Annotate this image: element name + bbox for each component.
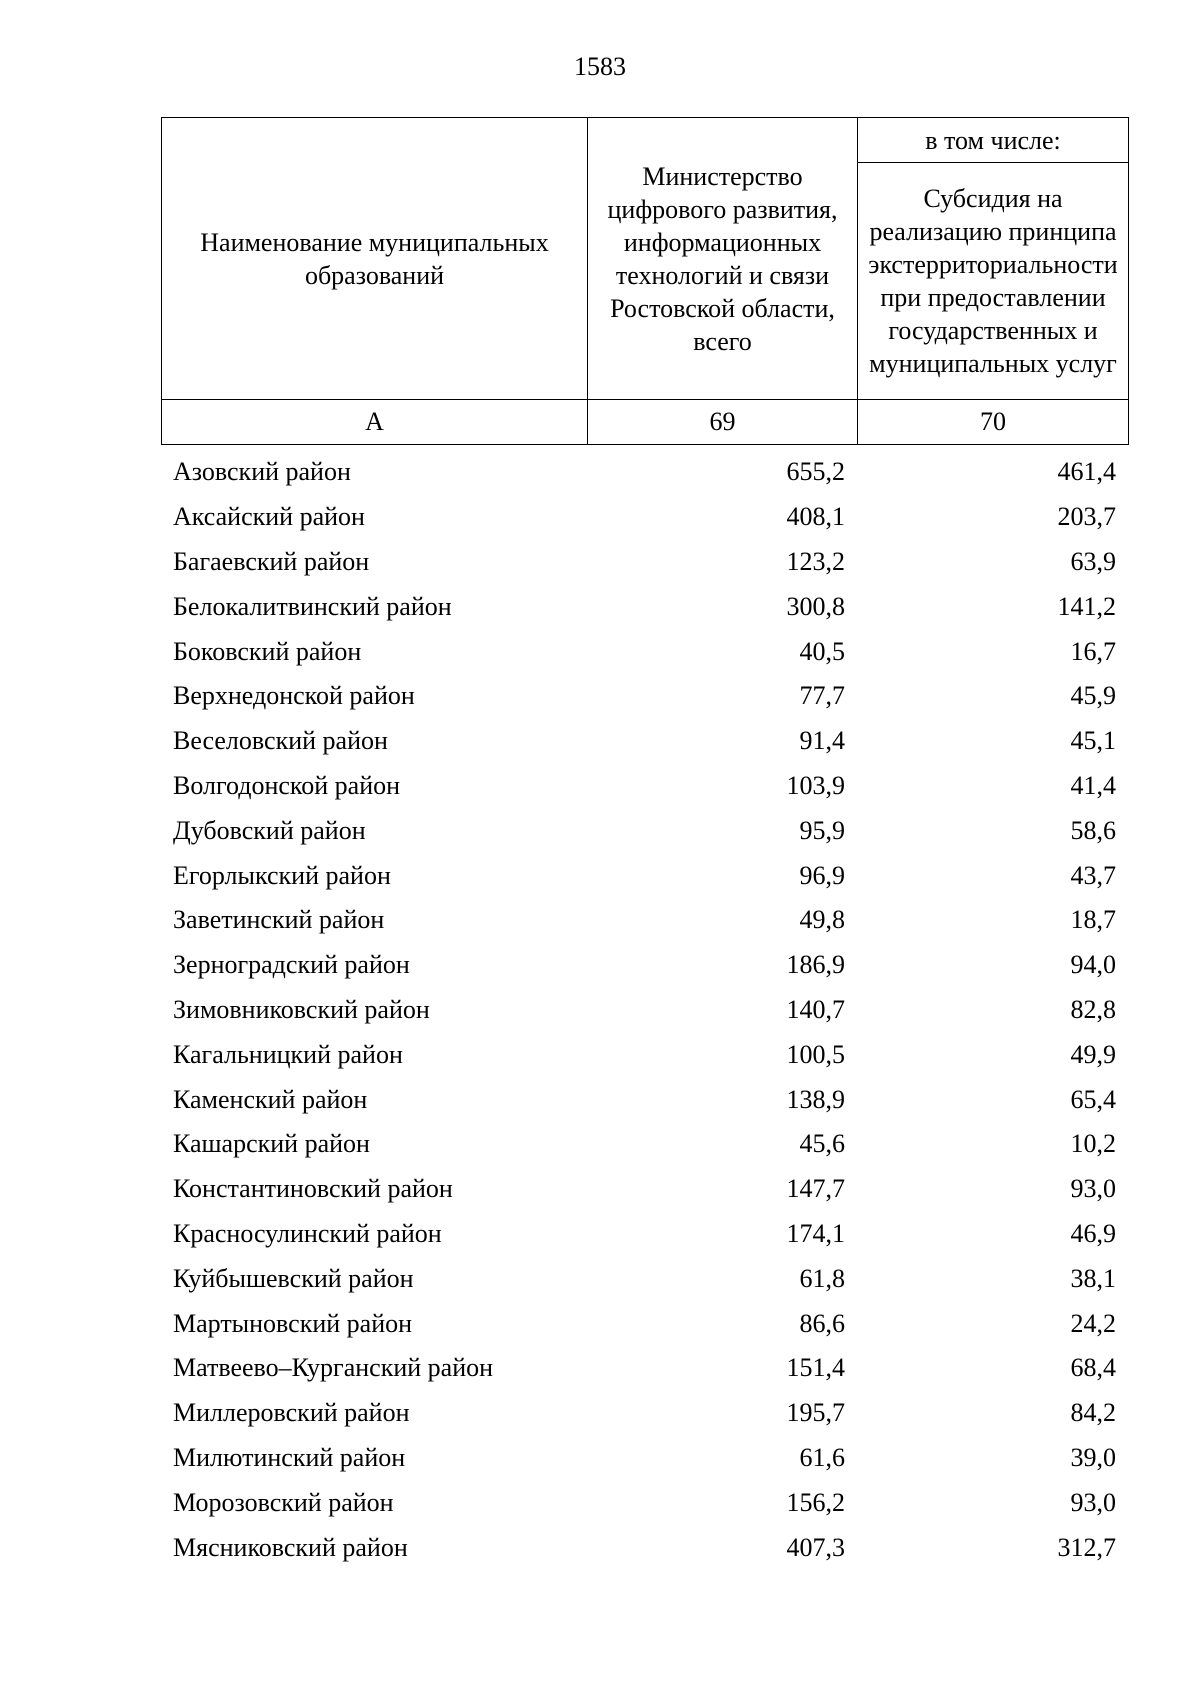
table-row xyxy=(161,808,1128,853)
row-name: Мартыновский район xyxy=(173,1308,413,1338)
row-value-69: 96,9 xyxy=(799,860,845,890)
table-row xyxy=(161,1391,1128,1436)
row-value-70: 141,2 xyxy=(1057,591,1116,621)
row-value-70: 82,8 xyxy=(1070,994,1116,1024)
row-name: Зимовниковский район xyxy=(173,994,430,1024)
table-row xyxy=(161,584,1128,629)
table-row xyxy=(161,1077,1128,1122)
row-name: Зерноградский район xyxy=(173,950,410,980)
row-value-69: 174,1 xyxy=(786,1218,845,1248)
row-name: Морозовский район xyxy=(173,1487,394,1517)
row-value-69: 91,4 xyxy=(799,726,845,756)
table-row xyxy=(161,719,1128,764)
table-row xyxy=(161,1480,1128,1525)
row-name: Веселовский район xyxy=(173,726,388,756)
row-value-70: 45,9 xyxy=(1070,681,1116,711)
row-name: Заветинский район xyxy=(173,905,385,935)
row-value-70: 43,7 xyxy=(1070,860,1116,890)
index-col-70: 70 xyxy=(858,400,1129,445)
row-name: Матвеево–Курганский район xyxy=(173,1353,494,1383)
table-row xyxy=(161,1301,1128,1346)
row-value-70: 39,0 xyxy=(1070,1442,1116,1472)
row-value-70: 312,7 xyxy=(1057,1532,1116,1562)
row-value-70: 94,0 xyxy=(1070,950,1116,980)
header-group xyxy=(858,118,1129,163)
table-row xyxy=(161,898,1128,943)
row-name: Боковский район xyxy=(173,636,362,666)
row-value-69: 408,1 xyxy=(786,502,845,532)
row-name: Мясниковский район xyxy=(173,1532,408,1562)
row-name: Белокалитвинский район xyxy=(173,591,452,621)
header-col-69-label: Министерство цифрового развития, информационных технологий и связи Ростовской области, всего xyxy=(607,161,838,356)
table-row xyxy=(161,495,1128,540)
row-value-69: 95,9 xyxy=(799,815,845,845)
table-row xyxy=(161,1167,1128,1212)
row-value-70: 461,4 xyxy=(1057,457,1116,487)
row-value-69: 407,3 xyxy=(786,1532,845,1562)
table-row xyxy=(161,764,1128,809)
row-value-70: 45,1 xyxy=(1070,726,1116,756)
row-value-69: 40,5 xyxy=(799,636,845,666)
row-name: Кагальницкий район xyxy=(173,1039,403,1069)
header-group-label: в том числе: xyxy=(925,125,1061,155)
row-name: Дубовский район xyxy=(173,815,366,845)
header-col-a-label: Наименование муниципальных образований xyxy=(200,227,549,290)
row-value-70: 38,1 xyxy=(1070,1263,1116,1293)
row-value-70: 203,7 xyxy=(1057,502,1116,532)
table-row xyxy=(161,1122,1128,1167)
row-name: Егорлыкский район xyxy=(173,860,391,890)
table-row xyxy=(161,1256,1128,1301)
row-value-69: 123,2 xyxy=(786,546,845,576)
row-value-69: 300,8 xyxy=(786,591,845,621)
row-value-70: 10,2 xyxy=(1070,1129,1116,1159)
index-col-a: А xyxy=(162,400,588,445)
table-row xyxy=(161,1525,1128,1570)
row-name: Аксайский район xyxy=(173,502,365,532)
row-value-70: 18,7 xyxy=(1070,905,1116,935)
page-number: 1583 xyxy=(574,52,626,81)
row-value-69: 140,7 xyxy=(786,994,845,1024)
row-name: Верхнедонской район xyxy=(173,681,415,711)
row-value-69: 151,4 xyxy=(786,1353,845,1383)
row-value-69: 186,9 xyxy=(786,950,845,980)
row-value-70: 24,2 xyxy=(1070,1308,1116,1338)
row-value-69: 86,6 xyxy=(799,1308,845,1338)
table-row xyxy=(161,540,1128,585)
table-row xyxy=(161,629,1128,674)
row-name: Азовский район xyxy=(173,457,351,487)
row-value-69: 156,2 xyxy=(786,1487,845,1517)
table-row xyxy=(161,1346,1128,1391)
row-name: Красносулинский район xyxy=(173,1218,442,1248)
table-row xyxy=(161,1212,1128,1257)
row-name: Милютинский район xyxy=(173,1442,406,1472)
row-value-70: 93,0 xyxy=(1070,1174,1116,1204)
header-col-a xyxy=(162,118,588,400)
table-body xyxy=(161,450,1128,1570)
row-value-70: 41,4 xyxy=(1070,770,1116,800)
header-col-69 xyxy=(588,118,858,400)
table-row xyxy=(161,450,1128,495)
row-name: Миллеровский район xyxy=(173,1398,410,1428)
row-value-69: 138,9 xyxy=(786,1084,845,1114)
table-row xyxy=(161,853,1128,898)
row-name: Багаевский район xyxy=(173,546,370,576)
row-value-70: 49,9 xyxy=(1070,1039,1116,1069)
row-value-69: 147,7 xyxy=(786,1174,845,1204)
row-value-69: 195,7 xyxy=(786,1398,845,1428)
row-value-69: 655,2 xyxy=(786,457,845,487)
row-value-70: 16,7 xyxy=(1070,636,1116,666)
row-value-70: 58,6 xyxy=(1070,815,1116,845)
row-value-69: 61,8 xyxy=(799,1263,845,1293)
row-value-69: 49,8 xyxy=(799,905,845,935)
row-value-69: 61,6 xyxy=(799,1442,845,1472)
row-name: Кашарский район xyxy=(173,1129,370,1159)
row-name: Каменский район xyxy=(173,1084,368,1114)
row-value-70: 93,0 xyxy=(1070,1487,1116,1517)
row-value-70: 84,2 xyxy=(1070,1398,1116,1428)
table-row xyxy=(161,674,1128,719)
table-row xyxy=(161,1032,1128,1077)
row-value-69: 45,6 xyxy=(799,1129,845,1159)
row-name: Куйбышевский район xyxy=(173,1263,414,1293)
table-row xyxy=(161,1436,1128,1481)
table-row xyxy=(161,943,1128,988)
row-name: Константиновский район xyxy=(173,1174,453,1204)
row-value-69: 103,9 xyxy=(786,770,845,800)
row-value-69: 77,7 xyxy=(799,681,845,711)
header-col-70 xyxy=(858,163,1129,400)
row-name: Волгодонской район xyxy=(173,770,401,800)
table-row xyxy=(161,988,1128,1033)
row-value-70: 68,4 xyxy=(1070,1353,1116,1383)
row-value-70: 63,9 xyxy=(1070,546,1116,576)
table-header xyxy=(161,117,1129,445)
row-value-70: 46,9 xyxy=(1070,1218,1116,1248)
header-col-70-label: Субсидия на реализацию принципа экстерриториальности при предоставлении государственных и муниципальных услуг xyxy=(868,184,1118,378)
index-col-69: 69 xyxy=(588,400,858,445)
row-value-70: 65,4 xyxy=(1070,1084,1116,1114)
row-value-69: 100,5 xyxy=(786,1039,845,1069)
